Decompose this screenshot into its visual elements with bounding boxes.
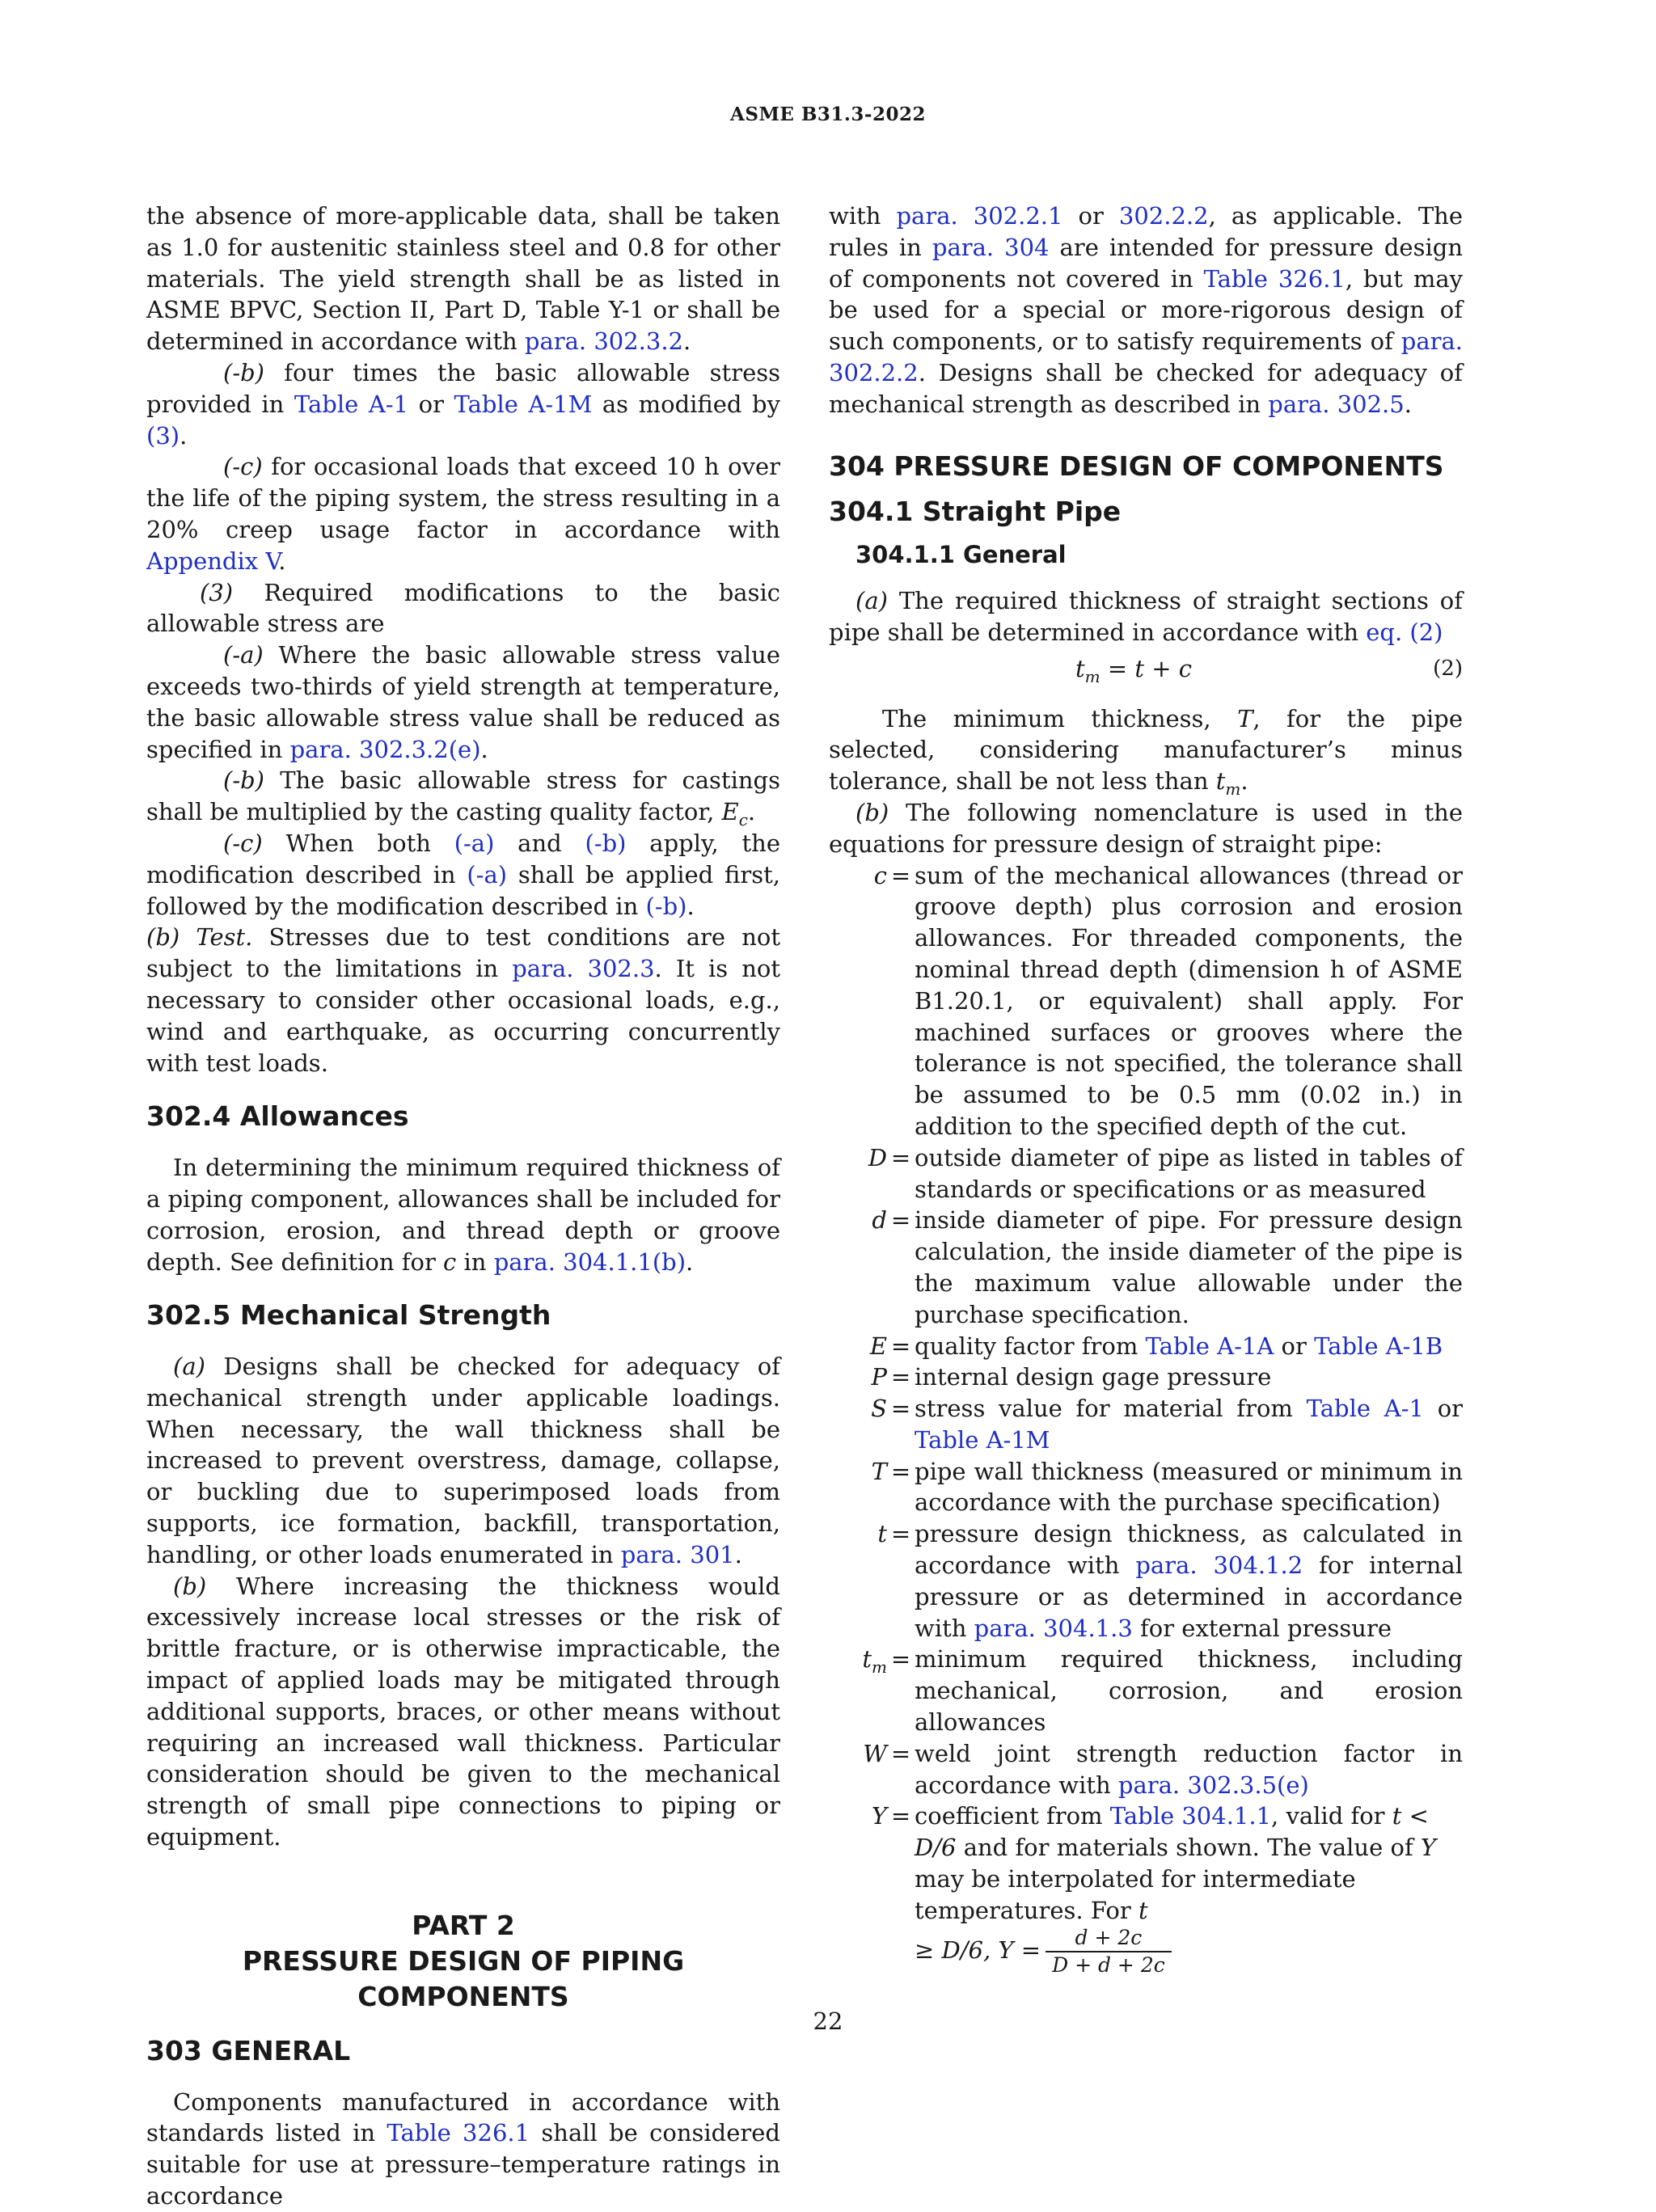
part-subtitle: PRESSURE DESIGN OF PIPING COMPONENTS [242,1944,685,2012]
nom-definition-D: outside diameter of pipe as listed in tables of standards or specifications or as measured [915,1143,1463,1203]
page-number: 22 [813,2007,843,2035]
link-item-3[interactable]: (3) [146,421,180,450]
link-para-304-1-3[interactable]: para. 304.1.3 [974,1614,1133,1642]
link-para-304[interactable]: para. 304 [932,233,1050,261]
nom-symbol-d: d [872,1206,887,1235]
link-para-302-5[interactable]: para. 302.5 [1268,390,1405,418]
link-sub-a-2[interactable]: (-a) [467,860,508,889]
paragraph-3a: (-a) Where the basic allowable stress value exceeds two-thirds of yield strength at temperature, the basic allowable stress value shall be reduced as specified in para. 302.3.2(e). [146,641,780,763]
heading-304-1: 304.1 Straight Pipe [829,496,1122,528]
link-appendix-v[interactable]: Appendix V [146,547,279,575]
heading-304-1-1: 304.1.1 General [855,541,1067,569]
paragraph-a-required: (a) The required thickness of straight sections of pipe shall be determined in accordance with eq. (2) [829,586,1463,646]
paragraph-mech-a: (a) Designs shall be checked for adequacy of mechanical strength under applicable loadings. When necessary, the wall thickness shall be increased to prevent overstress, damage, collapse, or buckling due to superimposed loads from supports, ice formation, backfill, transportation, handling, or other loads enumerated in para. 301. [146,1353,780,1568]
paragraph-continuation: with para. 302.2.1 or 302.2.2, as applicable. The rules in para. 304 are intended for pressure design of components not covered in Table 326.1, but may be used for a special or more-rigorous design of such components, or to satisfy requirements of para. 302.2.2. Designs shall be checked for adequacy of mechanical strength as described in para. 302.5. [829,202,1464,418]
equation-expression: $t_m = t + c$ [1075,654,1192,686]
part-heading [146,1908,780,2015]
nom-symbol-T: T [871,1457,887,1485]
link-para-304-1-1b[interactable]: para. 304.1.1(b) [493,1247,686,1276]
paragraph-intro: the absence of more-applicable data, shall be taken as 1.0 for austenitic stainless steel and 0.8 for other materials. The yield strength shall be as listed in ASME BPVC, Section II, Part D, Table Y-1 or shall be determined in accordance with para. 302.3.2. [146,202,780,356]
paragraph-allowances: In determining the minimum required thickness of a piping component, allowances shall be included for corrosion, erosion, and thread depth or groove depth. See definition for c in para. 304.1.1(b). [146,1154,780,1276]
link-para-302-2-1[interactable]: para. 302.2.1 [896,202,1063,230]
heading-303: 303 GENERAL [146,2034,351,2066]
link-sub-b-2[interactable]: (-b) [645,892,687,920]
link-302-2-2[interactable]: 302.2.2 [1118,202,1209,230]
nom-definition-d: inside diameter of pipe. For pressure design calculation, the inside diameter of the pipe is the maximum value allowable under the purchase specification. [915,1206,1463,1328]
heading-302-4: 302.4 Allowances [146,1100,409,1133]
nom-symbol-c: c [873,861,887,889]
y-condition: ≥ D/6, Y = [915,1936,1041,1964]
nom-definition-c: sum of the mechanical allowances (thread or groove depth) plus corrosion and erosion allowances. For threaded components, the nominal thread depth (dimension h of ASME B1.20.1, or equivalent) shall apply. For machined surfaces or grooves where the tolerance is not specified, the tolerance shall be assumed to be 0.5 mm (0.02 in.) in addition to the specified depth of the cut. [915,861,1463,1140]
link-table-a-1m-nom[interactable]: Table A-1M [915,1425,1050,1454]
link-table-326-1[interactable]: Table 326.1 [387,2119,530,2147]
nom-definition-t: pressure design thickness, as calculated in accordance with para. 304.1.2 for internal pressure or as determined in accordance with para. 304.1.3 for external pressure [915,1520,1463,1642]
paragraph-test: (b) Test. Stresses due to test conditions are not subject to the limitations in para. 302.3. It is not necessary to consider other occasional loads, e.g., wind and earthquake, as occurring concurrently with test loads. [146,923,781,1077]
paragraph-b-nomenclature: (b) The following nomenclature is used in the equations for pressure design of straight pipe: [829,798,1463,858]
nom-symbol-D: D [868,1143,887,1171]
nom-definition-T: pipe wall thickness (measured or minimum in accordance with the purchase specification) [915,1457,1463,1517]
paragraph-minimum-thickness: The minimum thickness, T, for the pipe selected, considering manufacturer’s minus tolerance, shall be not less than $t_m$. [829,704,1463,799]
link-para-302-3-5e[interactable]: para. 302.3.5(e) [1117,1771,1309,1799]
y-fraction: $\frac{d + 2c}{D + d + 2c}$ [1046,1927,1172,1977]
link-eq-2[interactable]: eq. (2) [1366,618,1443,646]
link-table-a-1b[interactable]: Table A-1B [1314,1332,1443,1360]
nom-symbol-Y: Y [871,1802,887,1830]
paragraph-3-modifications: (3) Required modifications to the basic allowable stress are [146,578,780,638]
paragraph-303: Components manufactured in accordance with standards listed in Table 326.1 shall be considered suitable for use at pressure–temperature ratings in accordance [146,2087,780,2210]
link-sub-a[interactable]: (-a) [454,829,495,857]
heading-302-5: 302.5 Mechanical Strength [146,1299,551,1332]
running-header: ASME B31.3-2022 [730,103,926,125]
paragraph-mech-b: (b) Where increasing the thickness would excessively increase local stresses or the risk of brittle fracture, or is otherwise impracticable, the impact of applied loads may be mitigated through additional supports, braces, or other means without requiring an increased wall thickness. Particular consideration should be given to the mechanical strength of small pipe connections to piping or equipment. [146,1572,780,1851]
part-number: PART 2 [412,1909,515,1941]
nom-definition-S: stress value for material from Table A-1 or Table A-1M [915,1395,1464,1454]
link-table-a-1m[interactable]: Table A-1M [454,390,593,418]
nom-symbol-S: S [871,1395,887,1423]
nom-symbol-t: t [877,1520,887,1548]
nom-symbol-P: P [871,1363,887,1391]
nom-symbol-W: W [863,1739,887,1767]
paragraph-b-four-times: (-b) four times the basic allowable stress provided in Table A-1 or Table A-1M as modified by (3). [146,358,780,450]
nomenclature-list: c = sum of the mechanical allowances (thread or groove depth) plus corrosion and erosion allowances. For threaded components, the nominal thread depth (dimension h of ASME B1.20.1, or equivalent) shall apply. For machined surfaces or grooves where the tolerance is not specified, the tolerance shall be assumed to be 0.5 mm (0.02 in.) in addition to the specified depth of the cut. D = outside diameter of pipe as listed in tables of standards or specifications or as measured d = inside diameter of pipe. For pressure design calculation, the inside diameter of the pipe is the maximum value allowable under the purchase specification. E = quality factor from Table A-1A or Table A-1B P = internal design gage pressure S = stress value for material from Table A-1 or Table A-1M T = pipe wall thickness (measured or minimum in accordance with the purchase specification) t = pressure design thickness, as calculated in accordance with para. 304.1.2 for internal pressure or as determined in accordance with para. 304.1.3 for external pressure $t_m$ = minimum required thickness, including mechanical, corrosion, and erosion allowances W = weld joint strength reduction factor in accordance with para. 302.3.5(e) Y = coefficient from Table 304.1.1, valid for t < D/6 and for materials shown. The value of Y may be interpolated for intermediate temperatures. For t ≥ D/6, Y = $\frac{d + 2c}{D + d + 2c}$ [829,860,1463,1977]
nom-definition-tm: minimum required thickness, including mechanical, corrosion, and erosion allowances [915,1645,1463,1737]
nom-symbol-E: E [869,1332,887,1360]
paragraph-3c: (-c) When both (-a) and (-b) apply, the modification described in (-a) shall be applied first, followed by the modification described in (-b). [146,829,780,920]
link-para-302-3-2e[interactable]: para. 302.3.2(e) [289,735,481,763]
link-table-a-1a[interactable]: Table A-1A [1145,1332,1274,1360]
equation-number: (2) [1433,656,1463,681]
equation-2 [829,652,1463,687]
link-table-304-1-1[interactable]: Table 304.1.1 [1109,1802,1272,1830]
paragraph-3b: (-b) The basic allowable stress for castings shall be multiplied by the casting quality factor, $E_c$. [146,766,780,830]
paragraph-c-occasional: (-c) for occasional loads that exceed 10 h over the life of the piping system, the stress resulting in a 20% creep usage factor in accordance with Appendix V. [146,453,780,575]
link-para-304-1-2[interactable]: para. 304.1.2 [1135,1551,1303,1580]
nom-symbol-tm: $t_m$ [862,1645,887,1678]
link-para-302-2-2[interactable]: para. 302.2.2 [829,327,1463,386]
link-table-a-1[interactable]: Table A-1 [294,390,409,418]
left-column [146,201,780,2212]
right-column [829,201,1463,1977]
nom-definition-Y: coefficient from Table 304.1.1, valid for t < D/6 and for materials shown. The value of Y may be interpolated for intermediate temperatures. For t ≥ D/6, Y = $\frac{d + 2c}{D + d + 2c}$ [915,1802,1437,1977]
link-table-a-1-nom[interactable]: Table A-1 [1306,1395,1424,1423]
heading-304: 304 PRESSURE DESIGN OF COMPONENTS [829,450,1444,482]
link-para-302-3[interactable]: para. 302.3 [512,955,655,983]
link-sub-b[interactable]: (-b) [585,829,627,857]
nom-definition-E: quality factor from Table A-1A or Table A-1B [915,1332,1443,1360]
link-para-301[interactable]: para. 301 [620,1540,735,1568]
link-para-302-3-2[interactable]: para. 302.3.2 [524,327,684,356]
nom-definition-W: weld joint strength reduction factor in accordance with para. 302.3.5(e) [915,1739,1463,1799]
nom-definition-P: internal design gage pressure [915,1363,1272,1391]
link-table-326-1-b[interactable]: Table 326.1 [1203,264,1346,293]
